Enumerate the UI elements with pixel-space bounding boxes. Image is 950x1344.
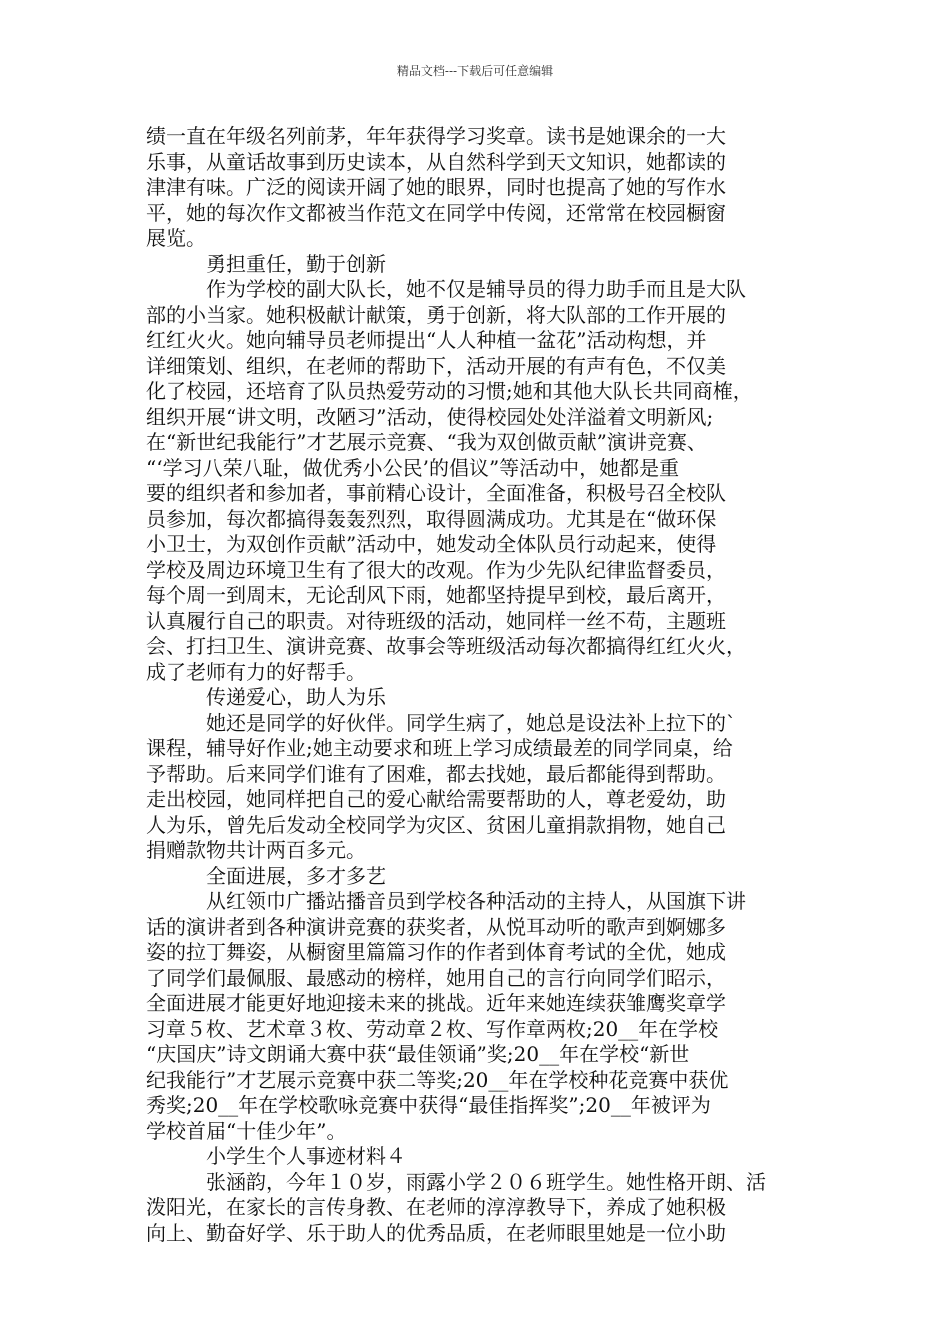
text-line: 全面进展，多才多艺 — [146, 863, 386, 888]
text-line: 走出校园，她同样把自己的爱心献给需要帮助的人，尊老爱幼，助 — [146, 787, 726, 811]
text-line: 传递爱心，助人为乐 — [146, 685, 386, 709]
text-line: 予帮助。后来同学们谁有了困难，都去找她，最后都能得到帮助。 — [146, 761, 726, 786]
text-line: 纪我能行”才艺展示竞赛中获二等奖;20__年在学校种花竞赛中获优 — [146, 1067, 729, 1092]
text-line: 员参加，每次都搞得轰轰烈烈，取得圆满成功。尤其是在“做环保 — [146, 506, 717, 531]
text-line: 向上、勤奋好学、乐于助人的优秀品质，在老师眼里她是一位小助 — [146, 1220, 726, 1245]
text-line: 会、打扫卫生、演讲竞赛、故事会等班级活动每次都搞得红红火火， — [146, 634, 746, 658]
page-header: 精品文档---下载后可任意编辑 — [396, 64, 554, 78]
text-line: 从红领巾广播站播音员到学校各种活动的主持人，从国旗下讲 — [146, 889, 746, 913]
text-line: 学校首届“十佳少年”。 — [146, 1118, 347, 1143]
text-line: 每个周一到周末，无论刮风下雨，她都坚持提早到校，最后离开， — [146, 583, 726, 607]
text-line: 学校及周边环境卫生有了很大的改观。作为少先队纪律监督委员， — [146, 557, 726, 582]
text-line: “庆国庆”诗文朗诵大赛中获“最佳领诵”奖;20__年在学校“新世 — [146, 1042, 690, 1066]
text-line: 平，她的每次作文都被当作范文在同学中传阅，还常常在校园橱窗 — [146, 200, 726, 225]
text-line: 化了校园，还培育了队员热爱劳动的习惯;她和其他大队长共同商榷， — [146, 379, 753, 403]
text-line: 部的小当家。她积极献计献策，勇于创新，将大队部的工作开展的 — [146, 302, 726, 327]
text-line: 姿的拉丁舞姿，从橱窗里篇篇习作的作者到体育考试的全优，她成 — [146, 940, 726, 964]
text-line: 小学生个人事迹材料４ — [146, 1144, 406, 1168]
text-line: 要的组织者和参加者，事前精心设计，全面准备，积极号召全校队 — [146, 481, 726, 505]
text-line: 展览。 — [146, 226, 206, 250]
text-line: 张涵韵，今年１０岁，雨露小学２０６班学生。她性格开朗、活 — [146, 1169, 766, 1194]
text-line: 认真履行自己的职责。对待班级的活动，她同样一丝不苟，主题班 — [146, 608, 726, 633]
text-line: 乐事，从童话故事到历史读本，从自然科学到天文知识，她都读的 — [146, 149, 726, 174]
text-line: 全面进展才能更好地迎接未来的挑战。近年来她连续获雏鹰奖章学 — [146, 991, 726, 1015]
text-line: 习章５枚、艺术章３枚、劳动章２枚、写作章两枚;20__年在学校 — [146, 1016, 719, 1041]
text-line: 话的演讲者到各种演讲竞赛的获奖者，从悦耳动听的歌声到婀娜多 — [146, 914, 726, 939]
text-line: 她还是同学的好伙伴。同学生病了，她总是设法补上拉下的` — [146, 710, 736, 735]
text-line: 在“新世纪我能行”才艺展示竞赛、“我为双创做贡献”演讲竞赛、 — [146, 430, 707, 454]
text-line: 秀奖;20__年在学校歌咏竞赛中获得“最佳指挥奖”;20__年被评为 — [146, 1093, 711, 1117]
text-line: 泼阳光，在家长的言传身教、在老师的淳淳教导下，养成了她积极 — [146, 1195, 726, 1219]
text-line: 勇担重任，勤于创新 — [146, 251, 386, 276]
text-line: 作为学校的副大队长，她不仅是辅导员的得力助手而且是大队 — [146, 277, 746, 301]
text-line: 课程，辅导好作业;她主动要求和班上学习成绩最差的同学同桌，给 — [146, 736, 733, 760]
text-line: 捐赠款物共计两百多元。 — [146, 838, 366, 862]
text-line: 人为乐，曾先后发动全校同学为灾区、贫困儿童捐款捐物，她自己 — [146, 812, 726, 837]
text-line: 红红火火。她向辅导员老师提出“人人种植一盆花”活动构想，并 — [146, 328, 707, 352]
text-line: “‘学习八荣八耻，做优秀小公民’的倡议”等活动中，她都是重 — [146, 455, 680, 480]
text-line: 津津有味。广泛的阅读开阔了她的眼界，同时也提高了她的写作水 — [146, 175, 726, 199]
text-line: 了同学们最佩服、最感动的榜样，她用自己的言行向同学们昭示， — [146, 965, 726, 990]
text-line: 详细策划、组织，在老师的帮助下，活动开展的有声有色，不仅美 — [146, 353, 726, 378]
document-body — [146, 124, 818, 1246]
text-line: 绩一直在年级名列前茅，年年获得学习奖章。读书是她课余的一大 — [146, 124, 726, 148]
text-line: 成了老师有力的好帮手。 — [146, 659, 366, 684]
text-line: 组织开展“讲文明，改陋习”活动，使得校园处处洋溢着文明新风; — [146, 404, 714, 429]
text-line: 小卫士，为双创作贡献”活动中，她发动全体队员行动起来，使得 — [146, 532, 717, 556]
